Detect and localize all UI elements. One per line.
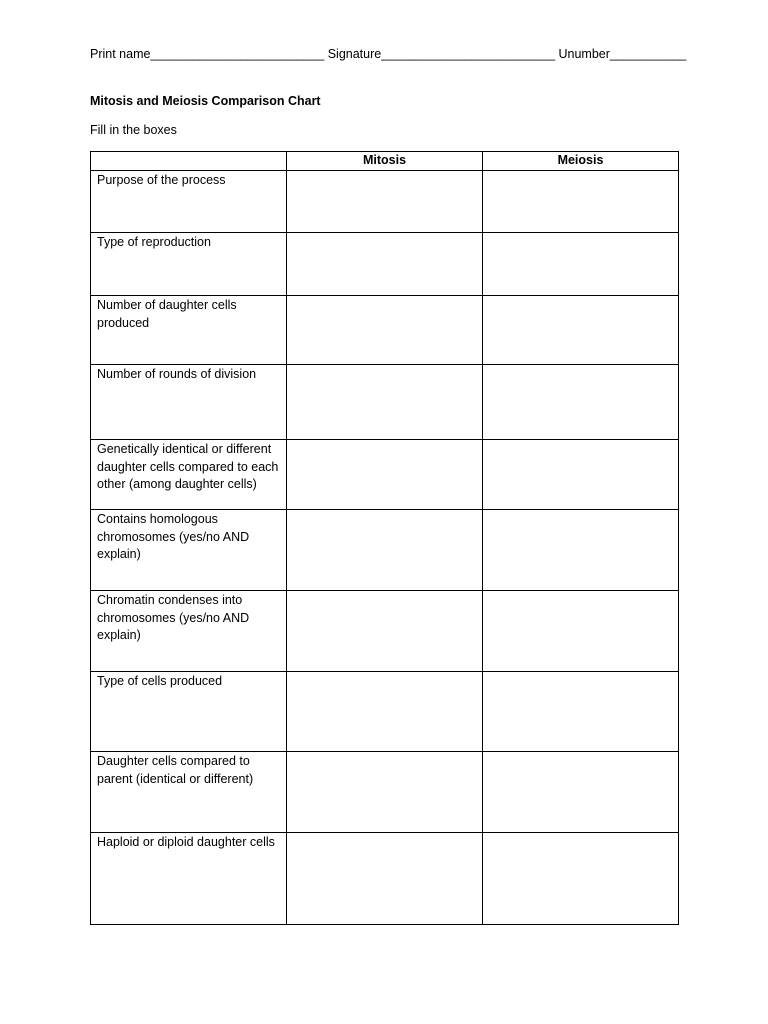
- mitosis-cell[interactable]: [287, 365, 483, 440]
- column-header-mitosis: Mitosis: [287, 152, 483, 171]
- meiosis-cell[interactable]: [483, 833, 679, 925]
- meiosis-cell[interactable]: [483, 296, 679, 365]
- header-row: [91, 152, 679, 171]
- table-row: [91, 833, 679, 925]
- comparison-chart: [90, 151, 679, 925]
- column-header-blank: [91, 152, 287, 171]
- mitosis-cell[interactable]: [287, 171, 483, 233]
- row-label: Haploid or diploid daughter cells: [91, 833, 287, 925]
- document-title: Mitosis and Meiosis Comparison Chart: [90, 94, 321, 108]
- table-row: [91, 365, 679, 440]
- table-row: [91, 672, 679, 752]
- table-row: [91, 296, 679, 365]
- row-label: Type of reproduction: [91, 233, 287, 296]
- meiosis-cell[interactable]: [483, 365, 679, 440]
- table-row: [91, 591, 679, 672]
- mitosis-cell[interactable]: [287, 672, 483, 752]
- student-info-line: Print name_________________________ Signature_________________________ Unumber___________: [90, 47, 687, 61]
- mitosis-cell[interactable]: [287, 833, 483, 925]
- table-row: [91, 510, 679, 591]
- meiosis-cell[interactable]: [483, 510, 679, 591]
- row-label: Chromatin condenses into chromosomes (yes/no AND explain): [91, 591, 287, 672]
- row-label: Daughter cells compared to parent (identical or different): [91, 752, 287, 833]
- row-label: Purpose of the process: [91, 171, 287, 233]
- table-row: [91, 171, 679, 233]
- row-label: Type of cells produced: [91, 672, 287, 752]
- table-row: [91, 233, 679, 296]
- mitosis-cell[interactable]: [287, 510, 483, 591]
- column-header-meiosis: Meiosis: [483, 152, 679, 171]
- meiosis-cell[interactable]: [483, 752, 679, 833]
- mitosis-cell[interactable]: [287, 440, 483, 510]
- meiosis-cell[interactable]: [483, 591, 679, 672]
- mitosis-cell[interactable]: [287, 591, 483, 672]
- table-row: [91, 440, 679, 510]
- meiosis-cell[interactable]: [483, 440, 679, 510]
- mitosis-cell[interactable]: [287, 752, 483, 833]
- row-label: Number of daughter cells produced: [91, 296, 287, 365]
- row-label: Genetically identical or different daughter cells compared to each other (among daughter cells): [91, 440, 287, 510]
- row-label: Contains homologous chromosomes (yes/no AND explain): [91, 510, 287, 591]
- meiosis-cell[interactable]: [483, 672, 679, 752]
- mitosis-cell[interactable]: [287, 296, 483, 365]
- mitosis-cell[interactable]: [287, 233, 483, 296]
- table-row: [91, 752, 679, 833]
- instructions-text: Fill in the boxes: [90, 123, 177, 137]
- row-label: Number of rounds of division: [91, 365, 287, 440]
- meiosis-cell[interactable]: [483, 171, 679, 233]
- meiosis-cell[interactable]: [483, 233, 679, 296]
